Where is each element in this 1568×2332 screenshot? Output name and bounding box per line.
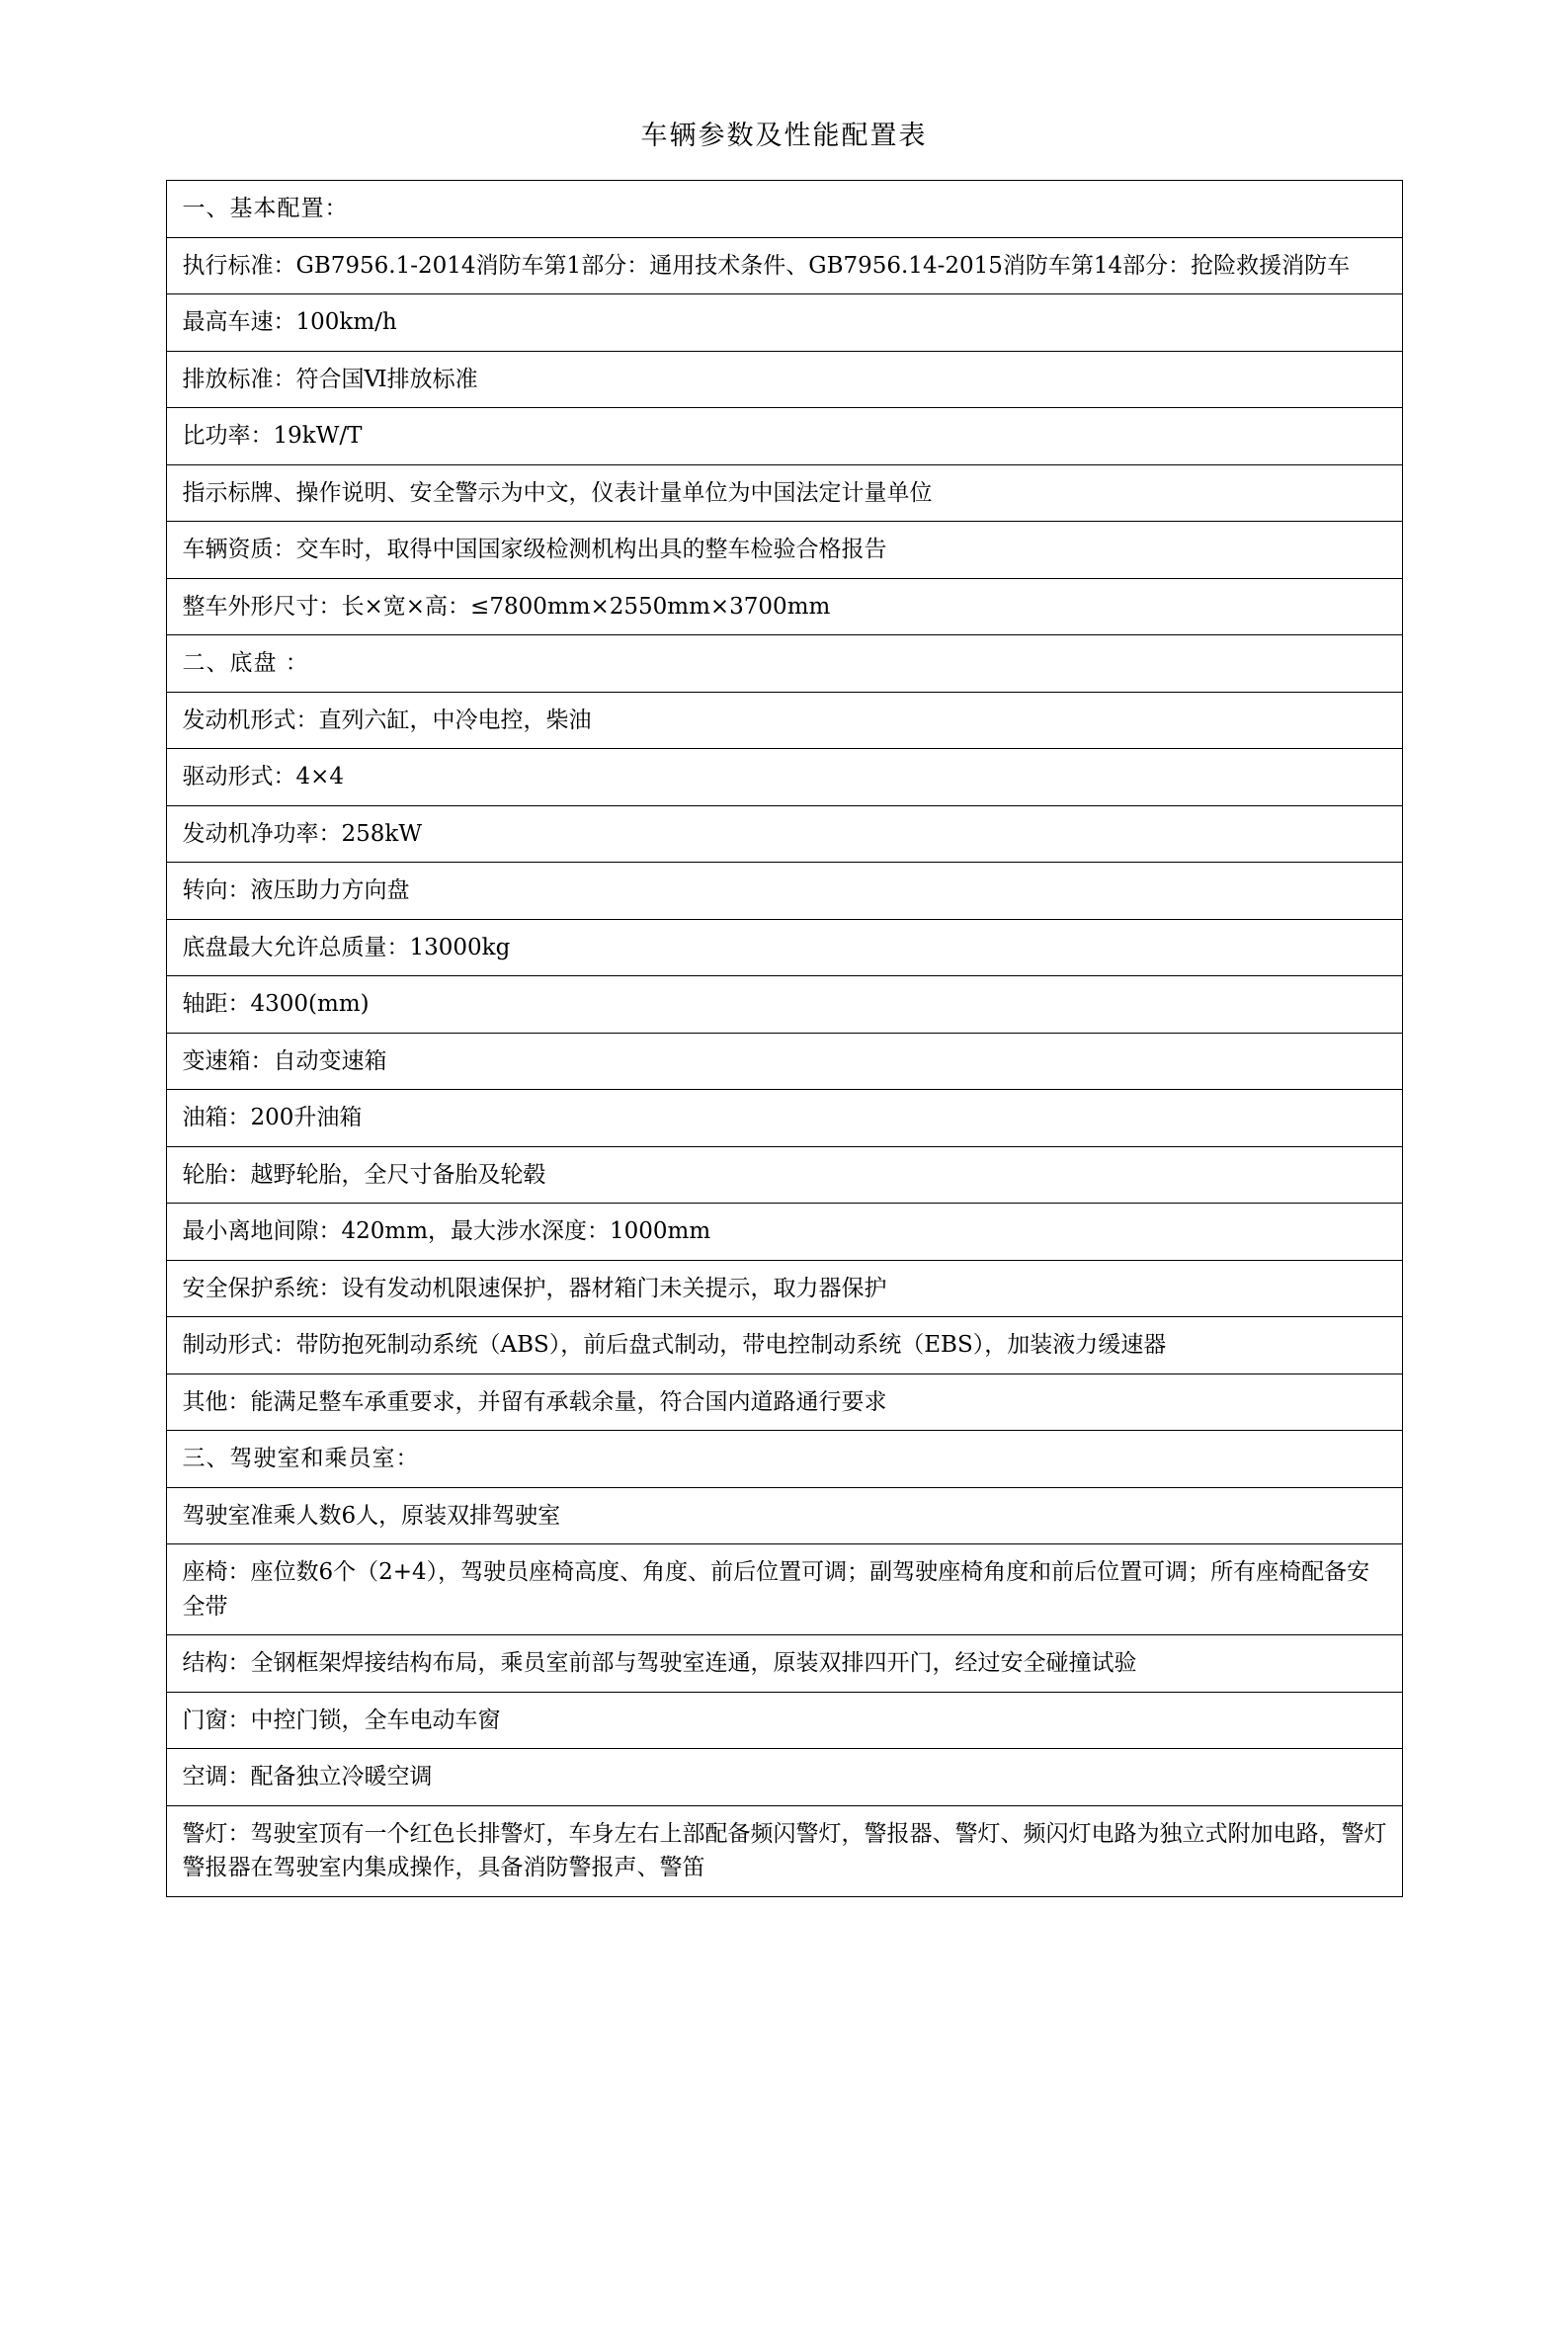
page-title: 车辆参数及性能配置表 (640, 121, 928, 151)
spec-cell: 警灯：驾驶室顶有一个红色长排警灯，车身左右上部配备频闪警灯，警报器、警灯、频闪灯电路为独立式附加电路，警灯警报器在驾驶室内集成操作，具备消防警报声、警笛 (166, 1805, 1402, 1896)
spec-cell: 其他：能满足整车承重要求，并留有承载余量，符合国内道路通行要求 (166, 1374, 1402, 1431)
table-row (166, 181, 1402, 238)
spec-cell: 车辆资质：交车时，取得中国国家级检测机构出具的整车检验合格报告 (166, 522, 1402, 579)
table-row (166, 1544, 1402, 1635)
document-page (0, 114, 1568, 2332)
table-row (166, 1374, 1402, 1431)
section-header-cell: 三、驾驶室和乘员室： (166, 1431, 1402, 1488)
table-row (166, 578, 1402, 635)
table-row (166, 749, 1402, 806)
table-row (166, 1805, 1402, 1896)
spec-cell: 底盘最大允许总质量：13000kg (166, 919, 1402, 976)
spec-cell: 门窗：中控门锁，全车电动车窗 (166, 1692, 1402, 1749)
spec-cell: 驾驶室准乘人数6人，原装双排驾驶室 (166, 1487, 1402, 1544)
spec-cell: 执行标准：GB7956.1-2014消防车第1部分：通用技术条件、GB7956.14-2015消防车第14部分：抢险救援消防车 (166, 237, 1402, 294)
table-row (166, 1692, 1402, 1749)
table-row (166, 1204, 1402, 1261)
table-row (166, 976, 1402, 1034)
spec-cell: 制动形式：带防抱死制动系统（ABS），前后盘式制动，带电控制动系统（EBS），加装液力缓速器 (166, 1317, 1402, 1374)
section-header-cell: 一、基本配置： (166, 181, 1402, 238)
spec-cell: 整车外形尺寸：长×宽×高：≤7800mm×2550mm×3700mm (166, 578, 1402, 635)
table-row (166, 692, 1402, 749)
table-row (166, 1431, 1402, 1488)
spec-cell: 结构：全钢框架焊接结构布局，乘员室前部与驾驶室连通，原装双排四开门，经过安全碰撞试验 (166, 1635, 1402, 1693)
table-row (166, 351, 1402, 408)
spec-cell: 发动机净功率：258kW (166, 805, 1402, 863)
table-row (166, 1749, 1402, 1806)
spec-cell: 比功率：19kW/T (166, 408, 1402, 465)
table-row (166, 1146, 1402, 1204)
spec-cell: 最小离地间隙：420mm，最大涉水深度：1000mm (166, 1204, 1402, 1261)
table-row (166, 522, 1402, 579)
spec-cell: 油箱：200升油箱 (166, 1090, 1402, 1147)
table-row (166, 1090, 1402, 1147)
table-row (166, 919, 1402, 976)
spec-cell: 变速箱：自动变速箱 (166, 1033, 1402, 1090)
spec-cell: 指示标牌、操作说明、安全警示为中文，仪表计量单位为中国法定计量单位 (166, 464, 1402, 522)
table-row (166, 635, 1402, 693)
spec-cell: 最高车速：100km/h (166, 294, 1402, 352)
spec-cell: 安全保护系统：设有发动机限速保护，器材箱门未关提示，取力器保护 (166, 1260, 1402, 1317)
table-row (166, 294, 1402, 352)
vehicle-spec-table (166, 180, 1403, 1897)
spec-cell: 发动机形式：直列六缸，中冷电控，柴油 (166, 692, 1402, 749)
table-row (166, 1260, 1402, 1317)
table-row (166, 1487, 1402, 1544)
spec-cell: 座椅：座位数6个（2+4），驾驶员座椅高度、角度、前后位置可调；副驾驶座椅角度和前后位置可调；所有座椅配备安全带 (166, 1544, 1402, 1635)
table-row (166, 408, 1402, 465)
spec-cell: 转向：液压助力方向盘 (166, 863, 1402, 920)
table-row (166, 237, 1402, 294)
table-row (166, 1033, 1402, 1090)
spec-cell: 驱动形式：4×4 (166, 749, 1402, 806)
table-row (166, 805, 1402, 863)
spec-cell: 轮胎：越野轮胎，全尺寸备胎及轮毂 (166, 1146, 1402, 1204)
table-row (166, 1317, 1402, 1374)
table-row (166, 464, 1402, 522)
table-row (166, 1635, 1402, 1693)
spec-cell: 空调：配备独立冷暖空调 (166, 1749, 1402, 1806)
spec-cell: 轴距：4300(mm) (166, 976, 1402, 1034)
spec-table-body (166, 181, 1402, 1897)
table-row (166, 863, 1402, 920)
spec-cell: 排放标准：符合国Ⅵ排放标准 (166, 351, 1402, 408)
section-header-cell: 二、底盘 ： (166, 635, 1402, 693)
